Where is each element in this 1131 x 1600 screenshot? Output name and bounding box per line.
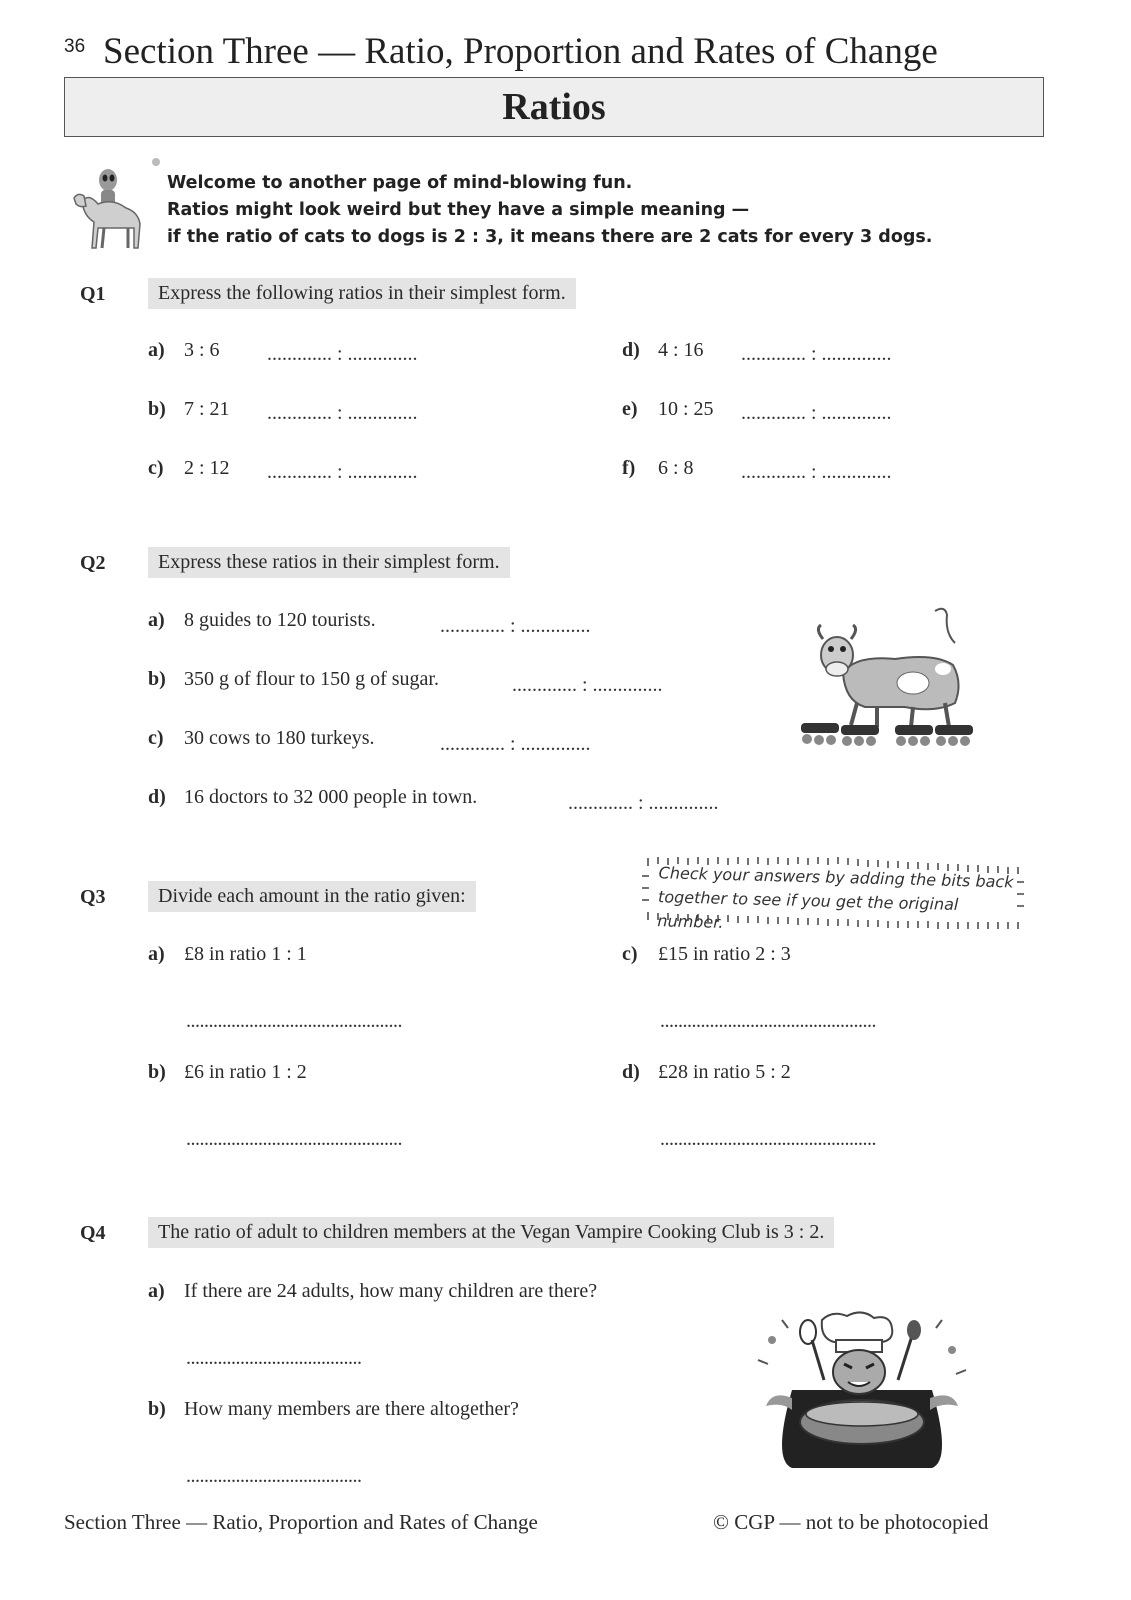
intro-line-1: Welcome to another page of mind-blowing fun. (167, 173, 633, 193)
item-text: £8 in ratio 1 : 1 (184, 943, 307, 965)
item-letter: b) (148, 1398, 166, 1420)
item-letter: b) (148, 398, 166, 420)
q3-item-c (622, 943, 791, 966)
q1-answer-blank-a[interactable]: ............. : .............. (267, 343, 418, 365)
item-text: £15 in ratio 2 : 3 (658, 943, 791, 965)
q2-item-d (148, 786, 477, 809)
item-text: 350 g of flour to 150 g of sugar. (184, 668, 439, 690)
item-ratio: 7 : 21 (184, 398, 230, 420)
footer-copyright: © CGP — not to be photocopied (713, 1510, 989, 1534)
vampire-chef-icon (752, 1310, 974, 1470)
intro-text (167, 170, 932, 251)
section-title: Section Three — Ratio, Proportion and Rates of Change (103, 31, 938, 72)
q3-answer-line-b[interactable]: ................................................ (186, 1128, 402, 1150)
q1-item-a (148, 339, 220, 362)
q4-answer-line-b[interactable]: ....................................... (186, 1465, 362, 1487)
q1-answer-blank-f[interactable]: ............. : .............. (741, 461, 892, 483)
q3-answer-line-c[interactable]: ................................................ (660, 1010, 876, 1032)
tip-box (640, 854, 1026, 930)
q3-label: Q3 (80, 886, 106, 908)
q2-item-a (148, 609, 376, 632)
q2-answer-blank-a[interactable]: ............. : .............. (440, 615, 591, 637)
item-text: 16 doctors to 32 000 people in town. (184, 786, 478, 808)
item-ratio: 4 : 16 (658, 339, 704, 361)
page-title-box (64, 77, 1044, 137)
q1-item-c (148, 457, 230, 480)
q1-prompt: Express the following ratios in their simplest form. (148, 278, 576, 309)
item-text: How many members are there altogether? (184, 1398, 519, 1420)
q3-item-b (148, 1061, 307, 1084)
item-letter: d) (622, 339, 640, 361)
item-letter: a) (148, 339, 165, 361)
q2-answer-blank-c[interactable]: ............. : .............. (440, 733, 591, 755)
q3-item-d (622, 1061, 791, 1084)
q2-answer-blank-b[interactable]: ............. : .............. (512, 674, 663, 696)
item-letter: d) (148, 786, 166, 808)
item-letter: d) (622, 1061, 640, 1083)
alien-on-camel-icon (68, 152, 168, 254)
item-letter: b) (148, 668, 166, 690)
item-letter: a) (148, 1280, 165, 1302)
item-letter: a) (148, 943, 165, 965)
item-letter: c) (148, 727, 164, 749)
q4-answer-line-a[interactable]: ....................................... (186, 1347, 362, 1369)
q1-item-f (622, 457, 694, 480)
q1-answer-blank-c[interactable]: ............. : .............. (267, 461, 418, 483)
item-text: £28 in ratio 5 : 2 (658, 1061, 791, 1083)
rollerskating-cow-icon (795, 603, 975, 753)
intro-line-2: Ratios might look weird but they have a simple meaning — (167, 200, 750, 220)
q2-item-b (148, 668, 439, 691)
item-text: If there are 24 adults, how many children are there? (184, 1280, 598, 1302)
item-letter: c) (148, 457, 164, 479)
item-ratio: 10 : 25 (658, 398, 714, 420)
q4-item-a (148, 1280, 597, 1303)
q1-answer-blank-e[interactable]: ............. : .............. (741, 402, 892, 424)
q1-answer-blank-b[interactable]: ............. : .............. (267, 402, 418, 424)
item-text: £6 in ratio 1 : 2 (184, 1061, 307, 1083)
q1-item-d (622, 339, 704, 362)
page-number: 36 (64, 36, 86, 57)
item-ratio: 2 : 12 (184, 457, 230, 479)
q3-answer-line-a[interactable]: ................................................ (186, 1010, 402, 1032)
intro-line-3: if the ratio of cats to dogs is 2 : 3, it means there are 2 cats for every 3 dogs. (167, 227, 933, 247)
item-letter: a) (148, 609, 165, 631)
q4-prompt: The ratio of adult to children members at the Vegan Vampire Cooking Club is 3 : 2. (148, 1217, 834, 1248)
item-text: 30 cows to 180 turkeys. (184, 727, 375, 749)
q2-item-c (148, 727, 375, 750)
tip-line-2: together to see if you get the original number. (657, 887, 959, 932)
q2-answer-blank-d[interactable]: ............. : .............. (568, 792, 719, 814)
footer-section-title: Section Three — Ratio, Proportion and Rates of Change (64, 1510, 538, 1534)
q1-label: Q1 (80, 283, 106, 305)
q4-item-b (148, 1398, 519, 1421)
item-letter: f) (622, 457, 636, 479)
tip-line-1: Check your answers by adding the bits back (658, 863, 1014, 892)
q2-prompt: Express these ratios in their simplest form. (148, 547, 510, 578)
tip-text (657, 861, 1027, 943)
q3-item-a (148, 943, 307, 966)
q1-answer-blank-d[interactable]: ............. : .............. (741, 343, 892, 365)
q4-label: Q4 (80, 1222, 106, 1244)
item-ratio: 3 : 6 (184, 339, 220, 361)
q1-item-e (622, 398, 714, 421)
q1-item-b (148, 398, 230, 421)
item-text: 8 guides to 120 tourists. (184, 609, 376, 631)
q2-label: Q2 (80, 552, 106, 574)
item-ratio: 6 : 8 (658, 457, 694, 479)
q3-answer-line-d[interactable]: ................................................ (660, 1128, 876, 1150)
page-title: Ratios (502, 86, 606, 128)
item-letter: b) (148, 1061, 166, 1083)
q3-prompt: Divide each amount in the ratio given: (148, 881, 476, 912)
item-letter: e) (622, 398, 638, 420)
item-letter: c) (622, 943, 638, 965)
